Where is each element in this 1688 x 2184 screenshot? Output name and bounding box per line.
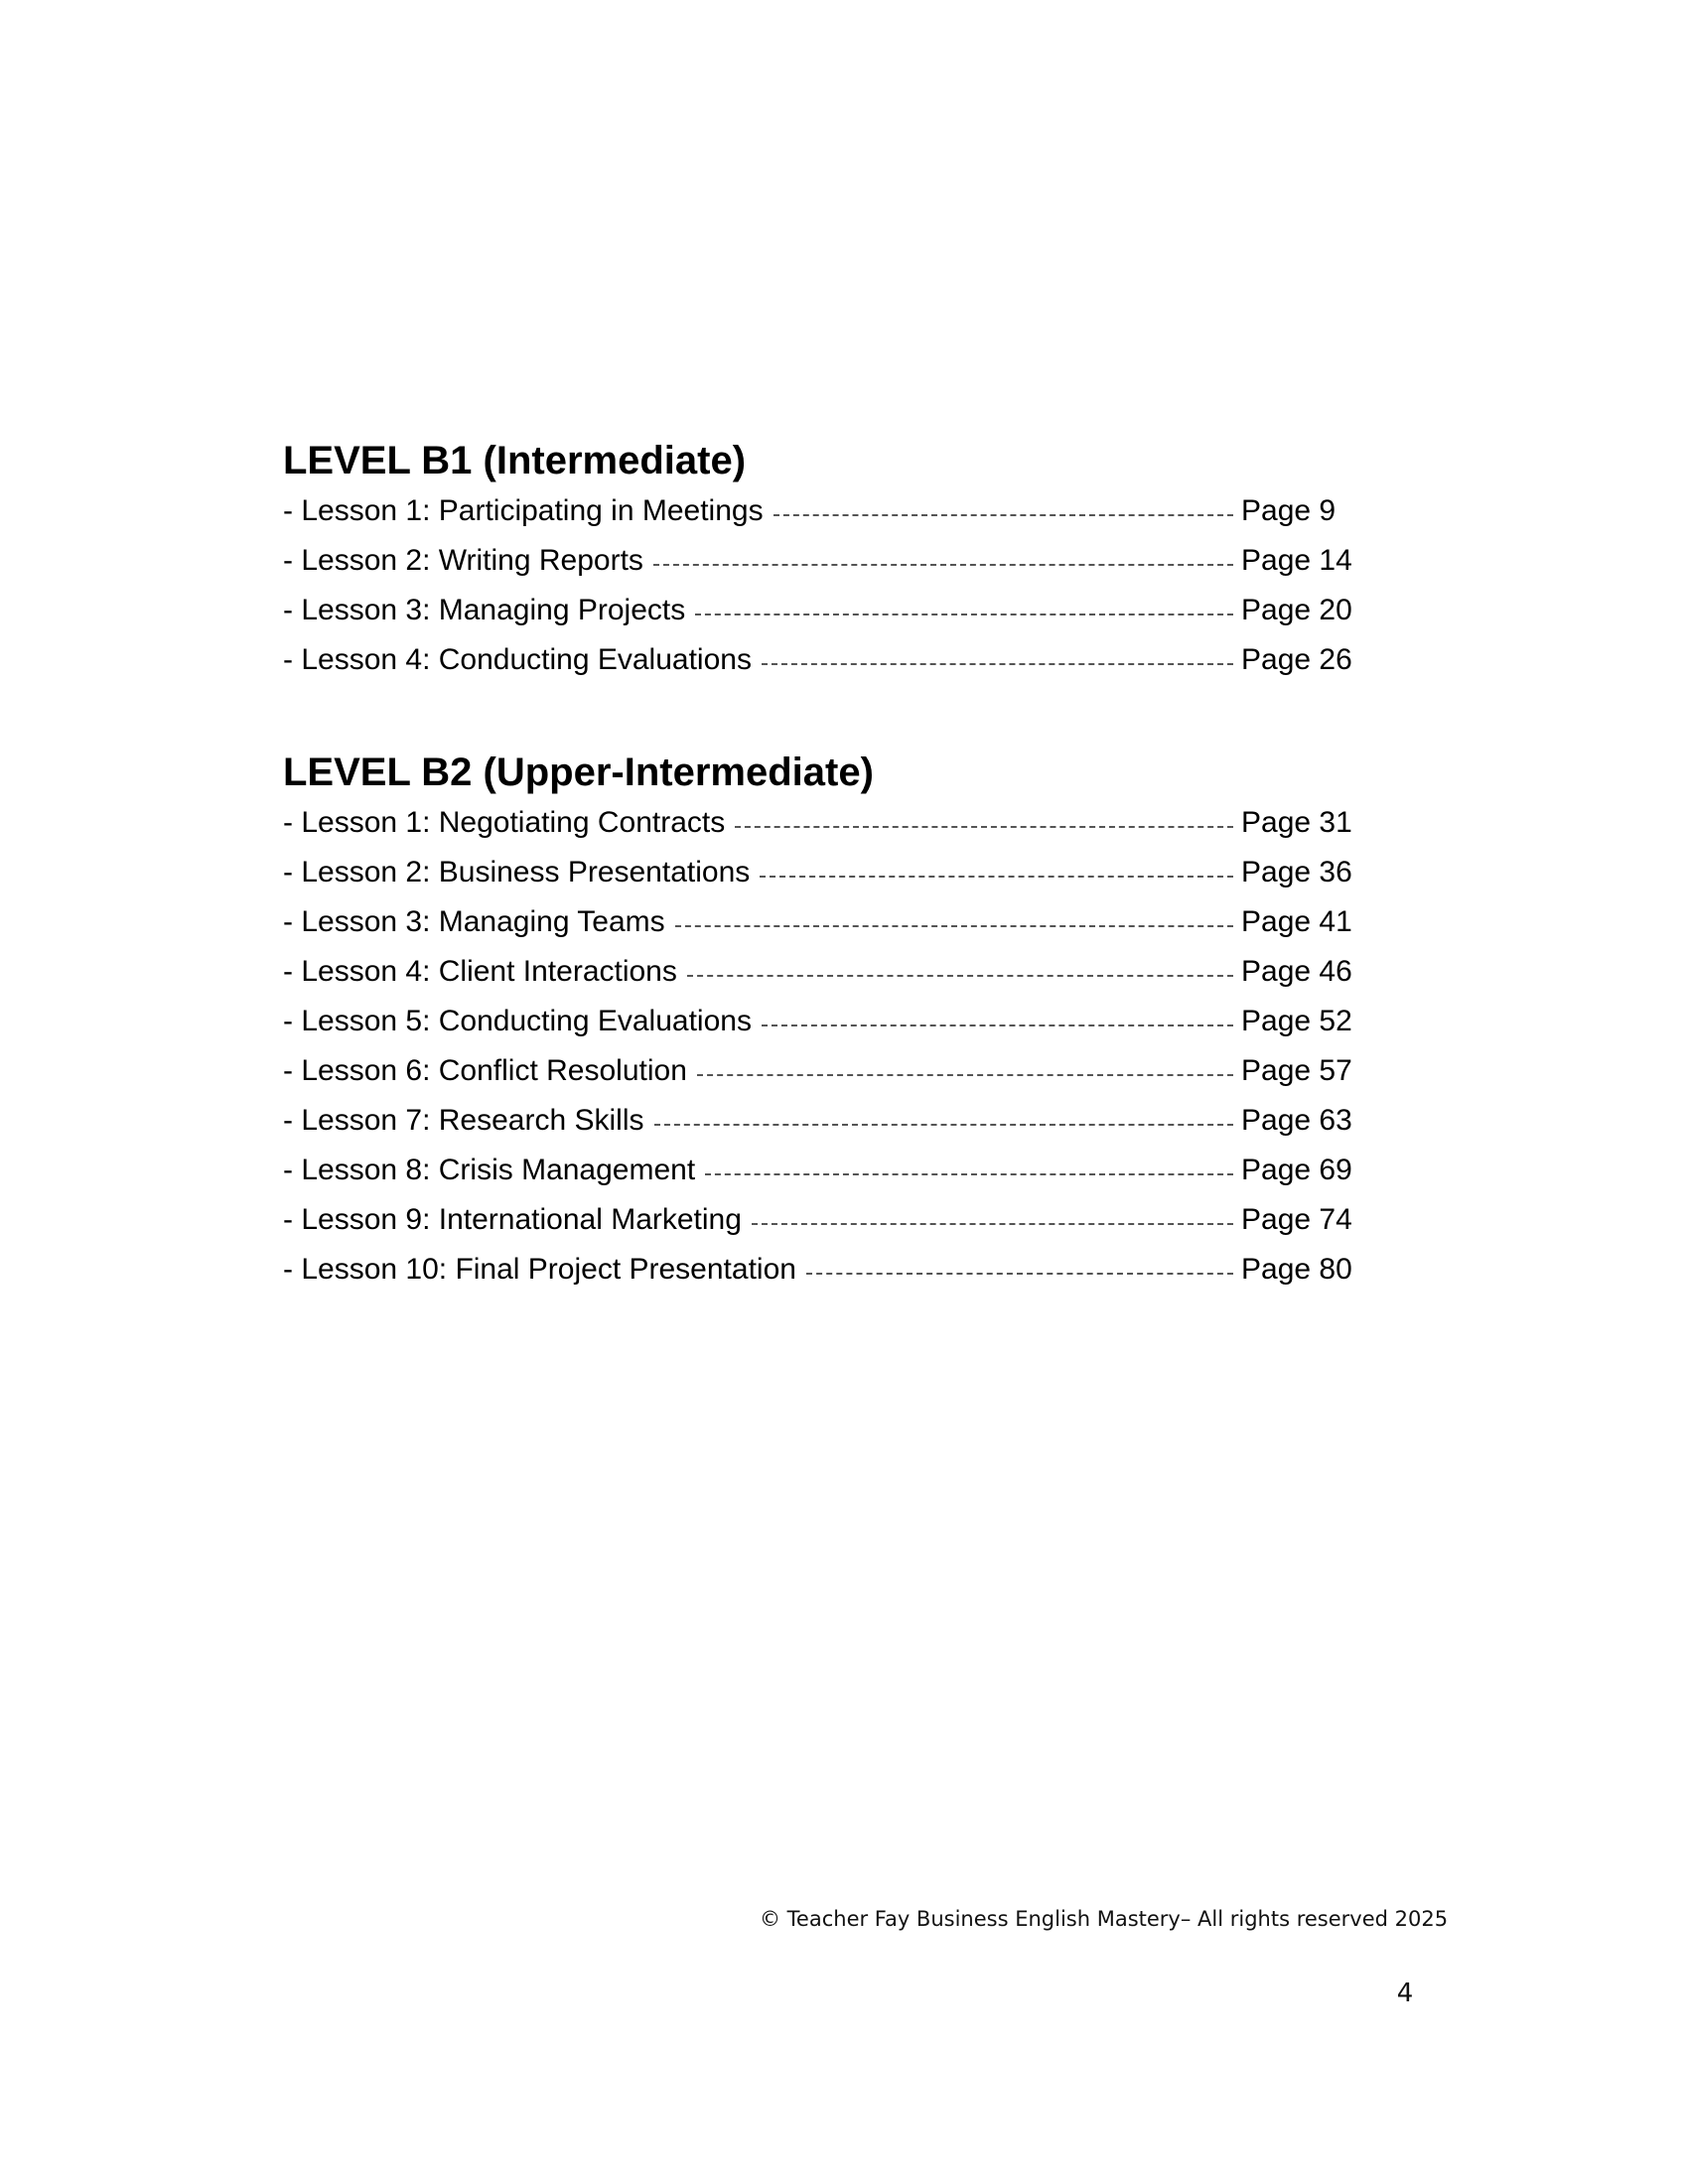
lesson-title: - Lesson 4: Client Interactions (283, 955, 677, 988)
page-reference: Page 52 (1241, 1005, 1352, 1037)
toc-entry (283, 1195, 1360, 1245)
dot-leader (687, 975, 1233, 977)
page-reference: Page 41 (1241, 905, 1352, 938)
toc-entry (283, 798, 1360, 848)
dot-leader (762, 663, 1233, 665)
lesson-title: - Lesson 10: Final Project Presentation (283, 1253, 796, 1286)
toc-entry (283, 997, 1360, 1046)
toc-entry (283, 947, 1360, 997)
dot-leader (697, 1074, 1233, 1076)
page-reference: Page 57 (1241, 1054, 1352, 1087)
lesson-title: - Lesson 3: Managing Projects (283, 594, 686, 626)
toc-entry (283, 586, 1360, 635)
toc-entry (283, 536, 1360, 586)
lesson-title: - Lesson 9: International Marketing (283, 1203, 742, 1236)
lesson-title: - Lesson 7: Research Skills (283, 1104, 644, 1137)
dot-leader (735, 826, 1233, 828)
toc-entry (283, 897, 1360, 947)
page-number: 4 (1396, 1979, 1414, 2008)
lesson-title: - Lesson 1: Participating in Meetings (283, 494, 764, 527)
lesson-title: - Lesson 1: Negotiating Contracts (283, 806, 726, 839)
toc-entry (283, 486, 1360, 536)
toc-entry (283, 1046, 1360, 1096)
lesson-title: - Lesson 3: Managing Teams (283, 905, 665, 938)
page-reference: Page 36 (1241, 856, 1352, 888)
lesson-title: - Lesson 5: Conducting Evaluations (283, 1005, 752, 1037)
toc-entry (283, 1146, 1360, 1195)
dot-leader (705, 1173, 1233, 1175)
lesson-title: - Lesson 2: Business Presentations (283, 856, 751, 888)
toc-entry (283, 848, 1360, 897)
page-reference: Page 31 (1241, 806, 1352, 839)
dot-leader (774, 514, 1233, 516)
page-reference: Page 20 (1241, 594, 1352, 626)
dot-leader (675, 925, 1233, 927)
page-reference: Page 9 (1241, 494, 1336, 527)
page-reference: Page 80 (1241, 1253, 1352, 1286)
level-heading: LEVEL B2 (Upper-Intermediate) (283, 751, 874, 794)
toc-entry (283, 1096, 1360, 1146)
dot-leader (762, 1024, 1233, 1026)
lesson-list (283, 798, 1360, 1295)
dot-leader (654, 1124, 1234, 1126)
dot-leader (806, 1273, 1233, 1275)
dot-leader (695, 614, 1233, 615)
page-reference: Page 46 (1241, 955, 1352, 988)
page-reference: Page 69 (1241, 1154, 1352, 1186)
lesson-title: - Lesson 2: Writing Reports (283, 544, 643, 577)
toc-section-b1 (283, 435, 1360, 685)
lesson-title: - Lesson 8: Crisis Management (283, 1154, 696, 1186)
toc-entry (283, 1245, 1360, 1295)
dot-leader (653, 564, 1233, 566)
page-reference: Page 26 (1241, 643, 1352, 676)
level-heading: LEVEL B1 (Intermediate) (283, 439, 747, 482)
toc-entry (283, 635, 1360, 685)
lesson-title: - Lesson 6: Conflict Resolution (283, 1054, 687, 1087)
toc-section-b2 (283, 747, 1360, 1295)
page-reference: Page 14 (1241, 544, 1352, 577)
dot-leader (752, 1223, 1233, 1225)
dot-leader (760, 876, 1233, 878)
page-reference: Page 74 (1241, 1203, 1352, 1236)
lesson-title: - Lesson 4: Conducting Evaluations (283, 643, 752, 676)
lesson-list (283, 486, 1360, 685)
page-reference: Page 63 (1241, 1104, 1352, 1137)
copyright-footer: © Teacher Fay Business English Mastery– All rights reserved 2025 (760, 1907, 1449, 1931)
